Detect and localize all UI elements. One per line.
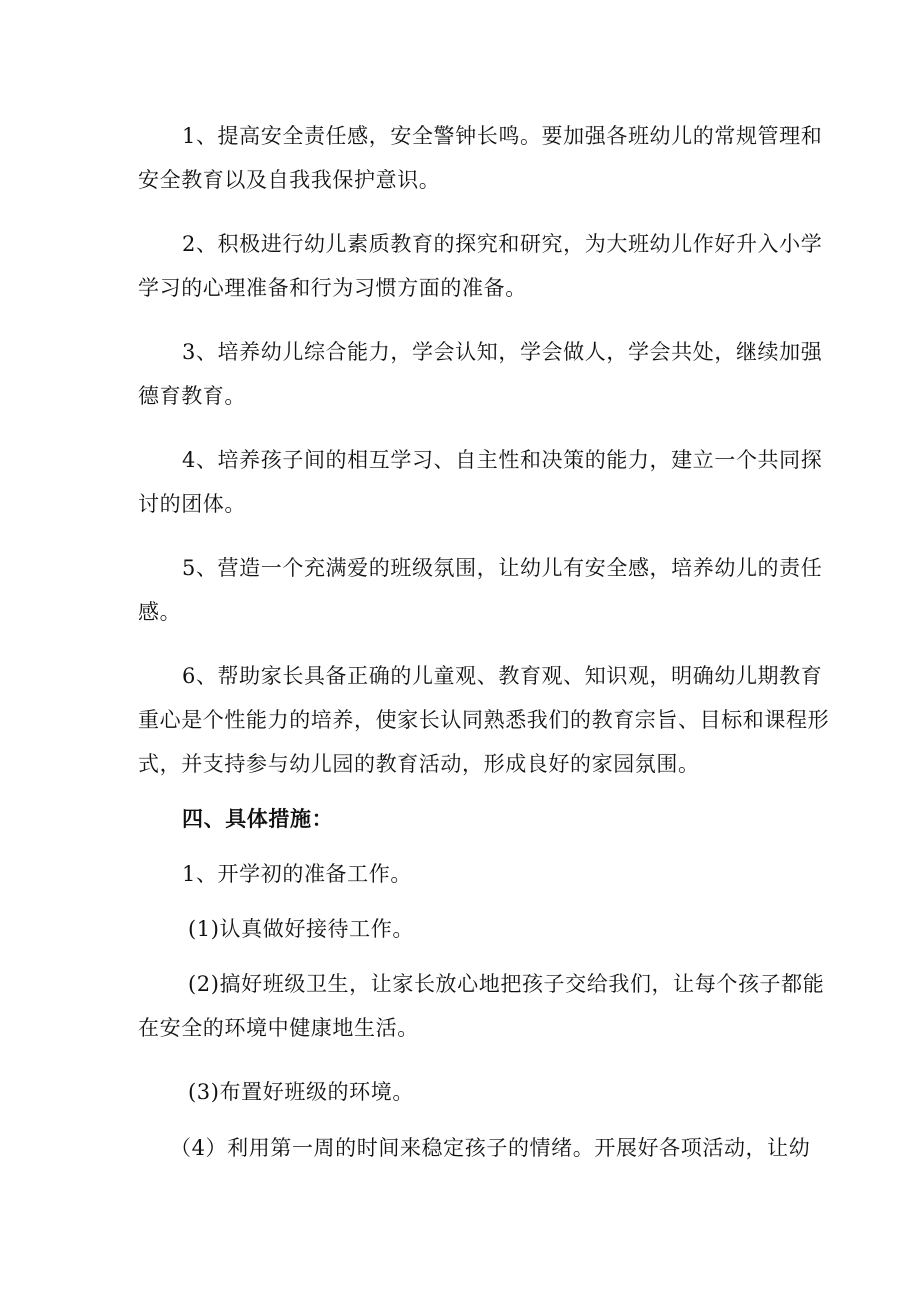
paragraph-1-line-2: 安全教育以及自我我保护意识。 bbox=[138, 168, 441, 192]
paragraph-5-line-2: 感。 bbox=[138, 600, 182, 624]
measure-1-item-2-line-2: 在安全的环境中健康地生活。 bbox=[138, 1016, 419, 1040]
paragraph-2-line-2: 学习的心理准备和行为习惯方面的准备。 bbox=[138, 276, 527, 300]
paragraph-4-line-2: 讨的团体。 bbox=[138, 492, 246, 516]
measure-1-title: 1、开学初的准备工作。 bbox=[182, 862, 412, 886]
paragraph-2-line-1: 2、积极进行幼儿素质教育的探究和研究，为大班幼儿作好升入小学 bbox=[182, 232, 823, 256]
measure-1-item-3: (3)布置好班级的环境。 bbox=[188, 1080, 414, 1104]
measure-1-item-2-line-1: (2)搞好班级卫生，让家长放心地把孩子交给我们，让每个孩子都能 bbox=[188, 972, 825, 996]
paragraph-4-line-1: 4、培养孩子间的相互学习、自主性和决策的能力，建立一个共同探 bbox=[182, 448, 823, 472]
measure-1-item-1: (1)认真做好接待工作。 bbox=[188, 917, 414, 941]
paragraph-5-line-1: 5、营造一个充满爱的班级氛围，让幼儿有安全感，培养幼儿的责任 bbox=[182, 556, 823, 580]
section-heading: 四、具体措施： bbox=[182, 806, 334, 831]
paragraph-6-line-2: 重心是个性能力的培养，使家长认同熟悉我们的教育宗旨、目标和课程形 bbox=[138, 708, 830, 732]
paragraph-6-line-3: 式，并支持参与幼儿园的教育活动，形成良好的家园氛围。 bbox=[138, 752, 700, 776]
paragraph-1-line-1: 1、提高安全责任感，安全警钟长鸣。要加强各班幼儿的常规管理和 bbox=[182, 124, 823, 148]
paragraph-6-line-1: 6、帮助家长具备正确的儿童观、教育观、知识观，明确幼儿期教育 bbox=[182, 664, 823, 688]
paragraph-3-line-1: 3、培养幼儿综合能力，学会认知，学会做人，学会共处，继续加强 bbox=[182, 340, 823, 364]
measure-1-item-4-line-1: （4）利用第一周的时间来稳定孩子的情绪。开展好各项活动，让幼 bbox=[170, 1136, 811, 1160]
paragraph-3-line-2: 德育教育。 bbox=[138, 384, 246, 408]
